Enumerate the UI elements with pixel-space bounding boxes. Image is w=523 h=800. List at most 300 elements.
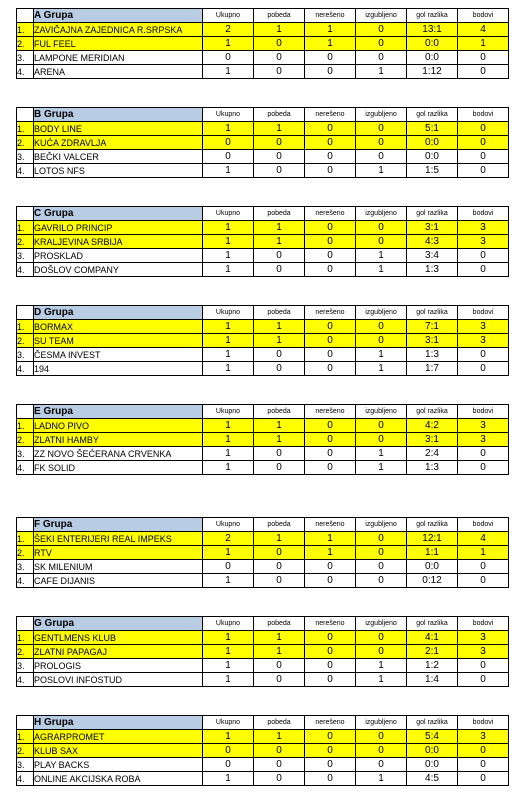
stat-cell: 0:0 (407, 37, 458, 51)
stat-cell: 1 (203, 419, 254, 433)
rank-cell: 3. (17, 659, 34, 673)
group-table (16, 517, 509, 588)
stat-cell: 1:7 (407, 362, 458, 376)
column-header: izgubljeno (356, 9, 407, 23)
table-row (17, 461, 509, 475)
stat-cell: 1 (203, 461, 254, 475)
table-row (17, 65, 509, 79)
table-row (17, 730, 509, 744)
stat-cell: 0 (458, 263, 509, 277)
column-header: gol razlika (407, 207, 458, 221)
table-row (17, 772, 509, 786)
table-row (17, 136, 509, 150)
stat-cell: 1 (203, 235, 254, 249)
stat-cell: 1:3 (407, 263, 458, 277)
stat-cell: 0 (203, 51, 254, 65)
rank-cell: 2. (17, 645, 34, 659)
column-header: nerešeno (305, 306, 356, 320)
table-row (17, 447, 509, 461)
stat-cell: 0 (254, 51, 305, 65)
stat-cell: 0 (458, 65, 509, 79)
stat-cell: 0:0 (407, 136, 458, 150)
column-header: gol razlika (407, 716, 458, 730)
stat-cell: 0 (254, 263, 305, 277)
stat-cell: 0 (305, 362, 356, 376)
rank-cell: 2. (17, 37, 34, 51)
column-header: pobeda (254, 108, 305, 122)
team-name: ARENA (34, 65, 203, 79)
stat-cell: 1 (203, 730, 254, 744)
rank-cell: 4. (17, 263, 34, 277)
stat-cell: 3 (458, 320, 509, 334)
group-table (16, 8, 509, 79)
column-header: pobeda (254, 617, 305, 631)
rank-cell: 3. (17, 150, 34, 164)
stat-cell: 1 (203, 65, 254, 79)
stat-cell: 0 (356, 645, 407, 659)
table-row (17, 546, 509, 560)
stat-cell: 0 (356, 744, 407, 758)
table-row (17, 235, 509, 249)
stat-cell: 1:4 (407, 673, 458, 687)
stat-cell: 0 (356, 334, 407, 348)
team-name: PROSKLAD (34, 249, 203, 263)
stat-cell: 0 (458, 659, 509, 673)
header-rank-cell (17, 617, 34, 631)
stat-cell: 2:4 (407, 447, 458, 461)
table-row (17, 221, 509, 235)
team-name: ZLATNI HAMBY (34, 433, 203, 447)
stat-cell: 3 (458, 221, 509, 235)
stat-cell: 0 (254, 150, 305, 164)
rank-cell: 4. (17, 362, 34, 376)
stat-cell: 1 (356, 164, 407, 178)
column-header: gol razlika (407, 405, 458, 419)
team-name: KLUB SAX (34, 744, 203, 758)
stat-cell: 1 (203, 334, 254, 348)
stat-cell: 0 (305, 744, 356, 758)
team-name: ZLATNI PAPAGAJ (34, 645, 203, 659)
stat-cell: 0 (305, 419, 356, 433)
column-header: Ukupno (203, 405, 254, 419)
stat-cell: 0 (254, 362, 305, 376)
stat-cell: 0 (305, 334, 356, 348)
stat-cell: 0 (203, 744, 254, 758)
column-header: nerešeno (305, 518, 356, 532)
stat-cell: 1 (305, 23, 356, 37)
column-header: nerešeno (305, 617, 356, 631)
rank-cell: 1. (17, 419, 34, 433)
stat-cell: 3 (458, 334, 509, 348)
rank-cell: 3. (17, 249, 34, 263)
stat-cell: 0 (458, 362, 509, 376)
table-row (17, 532, 509, 546)
rank-cell: 2. (17, 433, 34, 447)
table-row (17, 263, 509, 277)
team-name: DOŠLOV COMPANY (34, 263, 203, 277)
stat-cell: 1 (305, 37, 356, 51)
column-header: bodovi (458, 9, 509, 23)
column-header: pobeda (254, 9, 305, 23)
stat-cell: 1 (203, 546, 254, 560)
stat-cell: 1 (203, 122, 254, 136)
stat-cell: 12:1 (407, 532, 458, 546)
stat-cell: 1 (356, 263, 407, 277)
stat-cell: 0 (254, 249, 305, 263)
stat-cell: 0 (254, 447, 305, 461)
team-name: PROLOGIS (34, 659, 203, 673)
stat-cell: 0 (305, 249, 356, 263)
stat-cell: 0 (458, 150, 509, 164)
stat-cell: 0 (254, 673, 305, 687)
column-header: gol razlika (407, 617, 458, 631)
stat-cell: 0 (254, 744, 305, 758)
stat-cell: 0 (458, 249, 509, 263)
group-table (16, 305, 509, 376)
group-name: C Grupa (34, 207, 203, 221)
team-name: LOTOS NFS (34, 164, 203, 178)
column-header: gol razlika (407, 306, 458, 320)
stat-cell: 1:1 (407, 546, 458, 560)
stat-cell: 1 (203, 631, 254, 645)
stat-cell: 0 (458, 560, 509, 574)
stat-cell: 1 (254, 23, 305, 37)
stat-cell: 0 (356, 235, 407, 249)
rank-cell: 1. (17, 631, 34, 645)
table-row (17, 51, 509, 65)
stat-cell: 1 (356, 659, 407, 673)
stat-cell: 0 (305, 433, 356, 447)
stat-cell: 1:2 (407, 659, 458, 673)
group-header-row (17, 108, 509, 122)
stat-cell: 4:5 (407, 772, 458, 786)
column-header: nerešeno (305, 108, 356, 122)
column-header: bodovi (458, 306, 509, 320)
header-rank-cell (17, 9, 34, 23)
stat-cell: 1 (203, 249, 254, 263)
stat-cell: 1 (356, 249, 407, 263)
stat-cell: 0 (305, 758, 356, 772)
stat-cell: 2 (203, 23, 254, 37)
rank-cell: 1. (17, 122, 34, 136)
stat-cell: 0 (254, 560, 305, 574)
table-row (17, 150, 509, 164)
stat-cell: 0 (305, 560, 356, 574)
stat-cell: 0 (305, 461, 356, 475)
stat-cell: 0 (254, 772, 305, 786)
stat-cell: 0 (356, 122, 407, 136)
stat-cell: 0 (305, 730, 356, 744)
table-row (17, 744, 509, 758)
group-header-row (17, 716, 509, 730)
stat-cell: 0 (254, 758, 305, 772)
stat-cell: 1 (203, 447, 254, 461)
rank-cell: 1. (17, 221, 34, 235)
stat-cell: 0 (356, 419, 407, 433)
stat-cell: 0 (254, 136, 305, 150)
stat-cell: 0 (305, 51, 356, 65)
rank-cell: 3. (17, 758, 34, 772)
stat-cell: 0 (305, 320, 356, 334)
stat-cell: 0 (305, 772, 356, 786)
column-header: nerešeno (305, 716, 356, 730)
stat-cell: 3:1 (407, 433, 458, 447)
table-row (17, 433, 509, 447)
team-name: GENTLMENS KLUB (34, 631, 203, 645)
stat-cell: 0 (356, 560, 407, 574)
rank-cell: 3. (17, 560, 34, 574)
table-row (17, 645, 509, 659)
stat-cell: 2 (203, 532, 254, 546)
table-row (17, 419, 509, 433)
stat-cell: 0 (305, 122, 356, 136)
stat-cell: 1 (254, 320, 305, 334)
stat-cell: 1 (254, 235, 305, 249)
group-name: G Grupa (34, 617, 203, 631)
stat-cell: 0 (356, 51, 407, 65)
table-row (17, 659, 509, 673)
rank-cell: 4. (17, 164, 34, 178)
stat-cell: 5:4 (407, 730, 458, 744)
stat-cell: 0 (356, 631, 407, 645)
stat-cell: 4:3 (407, 235, 458, 249)
team-name: LADNO PIVO (34, 419, 203, 433)
group-table (16, 206, 509, 277)
stat-cell: 0 (305, 574, 356, 588)
stat-cell: 13:1 (407, 23, 458, 37)
team-name: POSLOVI INFOSTUD (34, 673, 203, 687)
rank-cell: 4. (17, 772, 34, 786)
stat-cell: 3 (458, 730, 509, 744)
column-header: gol razlika (407, 518, 458, 532)
stat-cell: 0:0 (407, 150, 458, 164)
group-header-row (17, 518, 509, 532)
stat-cell: 1 (203, 433, 254, 447)
column-header: Ukupno (203, 9, 254, 23)
stat-cell: 1 (254, 334, 305, 348)
header-rank-cell (17, 207, 34, 221)
rank-cell: 2. (17, 546, 34, 560)
stat-cell: 0:12 (407, 574, 458, 588)
stat-cell: 1 (458, 37, 509, 51)
stat-cell: 1:3 (407, 348, 458, 362)
stat-cell: 0 (203, 758, 254, 772)
rank-cell: 2. (17, 744, 34, 758)
stat-cell: 1:3 (407, 461, 458, 475)
stat-cell: 2:1 (407, 645, 458, 659)
stat-cell: 0 (458, 51, 509, 65)
team-name: SU TEAM (34, 334, 203, 348)
stat-cell: 1 (254, 221, 305, 235)
stat-cell: 1 (203, 164, 254, 178)
stat-cell: 0 (458, 122, 509, 136)
rank-cell: 1. (17, 23, 34, 37)
rank-cell: 2. (17, 235, 34, 249)
column-header: Ukupno (203, 108, 254, 122)
stat-cell: 1 (356, 65, 407, 79)
column-header: nerešeno (305, 9, 356, 23)
stat-cell: 1 (254, 419, 305, 433)
team-name: FK SOLID (34, 461, 203, 475)
group-table (16, 715, 509, 786)
stat-cell: 1 (305, 532, 356, 546)
team-name: LAMPONE MERIDIAN (34, 51, 203, 65)
team-name: KUĆA ZDRAVLJA (34, 136, 203, 150)
stat-cell: 0 (305, 447, 356, 461)
stat-cell: 0 (305, 150, 356, 164)
stat-cell: 0 (254, 164, 305, 178)
stat-cell: 0 (254, 348, 305, 362)
group-header-row (17, 306, 509, 320)
stat-cell: 1 (203, 645, 254, 659)
team-name: FUL FEEL (34, 37, 203, 51)
team-name: KRALJEVINA SRBIJA (34, 235, 203, 249)
stat-cell: 0 (203, 136, 254, 150)
stat-cell: 1 (356, 348, 407, 362)
stat-cell: 0 (305, 65, 356, 79)
column-header: pobeda (254, 716, 305, 730)
stat-cell: 0 (305, 673, 356, 687)
stat-cell: 0 (458, 447, 509, 461)
column-header: bodovi (458, 617, 509, 631)
stat-cell: 1 (356, 362, 407, 376)
stat-cell: 0 (458, 673, 509, 687)
column-header: izgubljeno (356, 617, 407, 631)
stat-cell: 0 (305, 348, 356, 362)
stat-cell: 0 (356, 320, 407, 334)
stat-cell: 0 (305, 645, 356, 659)
team-name: BEČKI VALCER (34, 150, 203, 164)
column-header: Ukupno (203, 207, 254, 221)
column-header: pobeda (254, 306, 305, 320)
stat-cell: 1 (203, 320, 254, 334)
table-row (17, 673, 509, 687)
header-rank-cell (17, 108, 34, 122)
column-header: bodovi (458, 207, 509, 221)
group-header-row (17, 9, 509, 23)
column-header: pobeda (254, 207, 305, 221)
stat-cell: 0 (305, 235, 356, 249)
column-header: izgubljeno (356, 306, 407, 320)
stat-cell: 1 (203, 673, 254, 687)
stat-cell: 0:0 (407, 51, 458, 65)
stat-cell: 0 (356, 574, 407, 588)
stat-cell: 3 (458, 419, 509, 433)
header-rank-cell (17, 716, 34, 730)
group-name: A Grupa (34, 9, 203, 23)
rank-cell: 1. (17, 730, 34, 744)
stat-cell: 1 (305, 546, 356, 560)
table-row (17, 574, 509, 588)
stat-cell: 0 (203, 560, 254, 574)
column-header: Ukupno (203, 518, 254, 532)
stat-cell: 1 (203, 221, 254, 235)
stat-cell: 0 (305, 164, 356, 178)
group-table (16, 404, 509, 475)
stat-cell: 0 (305, 631, 356, 645)
stat-cell: 0 (458, 348, 509, 362)
column-header: Ukupno (203, 716, 254, 730)
stat-cell: 0 (458, 461, 509, 475)
header-rank-cell (17, 306, 34, 320)
table-row (17, 37, 509, 51)
stat-cell: 0:0 (407, 744, 458, 758)
header-rank-cell (17, 518, 34, 532)
rank-cell: 4. (17, 461, 34, 475)
group-header-row (17, 207, 509, 221)
stat-cell: 0 (458, 772, 509, 786)
team-name: ČESMA INVEST (34, 348, 203, 362)
stat-cell: 0 (356, 546, 407, 560)
stat-cell: 1:5 (407, 164, 458, 178)
stat-cell: 1 (356, 673, 407, 687)
stat-cell: 0 (356, 136, 407, 150)
stat-cell: 1 (254, 631, 305, 645)
column-header: bodovi (458, 518, 509, 532)
table-row (17, 320, 509, 334)
team-name: ONLINE AKCIJSKA ROBA (34, 772, 203, 786)
column-header: bodovi (458, 405, 509, 419)
stat-cell: 0 (356, 532, 407, 546)
stat-cell: 1 (254, 122, 305, 136)
table-row (17, 758, 509, 772)
stat-cell: 4:1 (407, 631, 458, 645)
stat-cell: 1 (203, 362, 254, 376)
group-name: F Grupa (34, 518, 203, 532)
column-header: izgubljeno (356, 108, 407, 122)
group-table (16, 107, 509, 178)
rank-cell: 4. (17, 574, 34, 588)
stat-cell: 1 (203, 37, 254, 51)
stat-cell: 0 (356, 37, 407, 51)
rank-cell: 3. (17, 51, 34, 65)
stat-cell: 0 (203, 150, 254, 164)
rank-cell: 3. (17, 348, 34, 362)
column-header: izgubljeno (356, 207, 407, 221)
stat-cell: 1:12 (407, 65, 458, 79)
stat-cell: 0 (254, 659, 305, 673)
team-name: CAFE DIJANIS (34, 574, 203, 588)
stat-cell: 0 (254, 65, 305, 79)
stat-cell: 0 (356, 221, 407, 235)
stat-cell: 0 (254, 546, 305, 560)
column-header: gol razlika (407, 108, 458, 122)
team-name: ZAVIČAJNA ZAJEDNICA R.SRPSKA (34, 23, 203, 37)
table-row (17, 164, 509, 178)
team-name: 194 (34, 362, 203, 376)
stat-cell: 0 (356, 23, 407, 37)
stat-cell: 0 (305, 263, 356, 277)
table-row (17, 23, 509, 37)
column-header: bodovi (458, 108, 509, 122)
stat-cell: 0:0 (407, 560, 458, 574)
table-row (17, 249, 509, 263)
team-name: GAVRILO PRINCIP (34, 221, 203, 235)
column-header: izgubljeno (356, 518, 407, 532)
stat-cell: 1 (254, 532, 305, 546)
team-name: AGRARPROMET (34, 730, 203, 744)
group-header-row (17, 405, 509, 419)
table-row (17, 334, 509, 348)
stat-cell: 1 (356, 772, 407, 786)
group-name: H Grupa (34, 716, 203, 730)
stat-cell: 4 (458, 23, 509, 37)
team-name: BODY LINE (34, 122, 203, 136)
stat-cell: 0 (356, 150, 407, 164)
rank-cell: 3. (17, 447, 34, 461)
table-row (17, 631, 509, 645)
stat-cell: 0 (458, 574, 509, 588)
